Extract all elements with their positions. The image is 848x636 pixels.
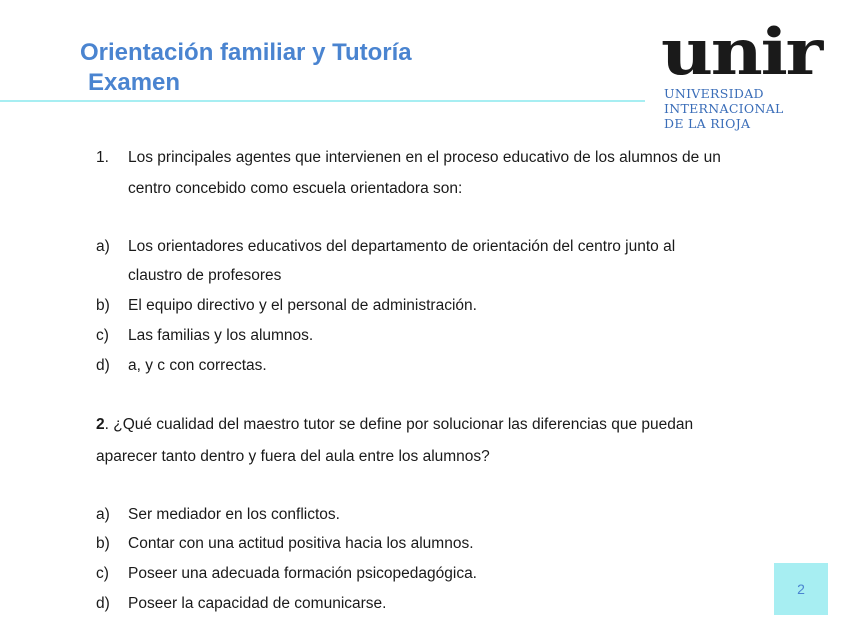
option-letter: a) bbox=[96, 238, 110, 255]
option-letter: c) bbox=[96, 565, 109, 582]
question-2-number: 2 bbox=[96, 416, 105, 433]
logo-line-3: DE LA RIOJA bbox=[664, 116, 751, 131]
logo-subtitle bbox=[664, 86, 784, 131]
option-letter: b) bbox=[96, 535, 110, 552]
option-letter: d) bbox=[96, 357, 110, 374]
logo-line-2: INTERNACIONAL bbox=[664, 101, 784, 116]
option-text: Poseer la capacidad de comunicarse. bbox=[128, 595, 387, 612]
question-2-line-1 bbox=[96, 415, 693, 435]
option-letter: c) bbox=[96, 327, 109, 344]
logo-line-1: UNIVERSIDAD bbox=[664, 86, 764, 101]
question-2-text-2: aparecer tanto dentro y fuera del aula entre los alumnos? bbox=[96, 448, 490, 465]
slide-title bbox=[80, 38, 412, 98]
unir-logo bbox=[661, 24, 831, 136]
option-text: claustro de profesores bbox=[128, 267, 282, 284]
page-number-box bbox=[774, 563, 828, 615]
title-underline bbox=[0, 100, 645, 102]
option-letter: a) bbox=[96, 506, 110, 523]
option-text: Ser mediador en los conflictos. bbox=[128, 506, 340, 523]
title-line-1: Orientación familiar y Tutoría bbox=[80, 39, 412, 66]
option-text: Los orientadores educativos del departamento de orientación del centro junto al bbox=[128, 238, 676, 255]
question-1-text-1: Los principales agentes que intervienen en el proceso educativo de los alumnos de un bbox=[128, 149, 721, 166]
option-text: Contar con una actitud positiva hacia los alumnos. bbox=[128, 535, 474, 552]
question-1-number: 1. bbox=[96, 149, 109, 166]
question-2-text-1: . ¿Qué cualidad del maestro tutor se define por solucionar las diferencias que puedan bbox=[104, 416, 694, 433]
unir-wordmark-text: unir bbox=[661, 24, 825, 80]
question-1-text-2: centro concebido como escuela orientadora son: bbox=[128, 180, 463, 197]
unir-wordmark bbox=[661, 24, 826, 80]
option-text: El equipo directivo y el personal de administración. bbox=[128, 297, 477, 314]
option-letter: b) bbox=[96, 297, 110, 314]
title-line-2: Examen bbox=[88, 69, 181, 96]
option-text: Las familias y los alumnos. bbox=[128, 327, 314, 344]
option-text: a, y c con correctas. bbox=[128, 357, 267, 374]
option-text: Poseer una adecuada formación psicopedagógica. bbox=[128, 565, 477, 582]
page-number: 2 bbox=[797, 581, 805, 597]
option-letter: d) bbox=[96, 595, 110, 612]
